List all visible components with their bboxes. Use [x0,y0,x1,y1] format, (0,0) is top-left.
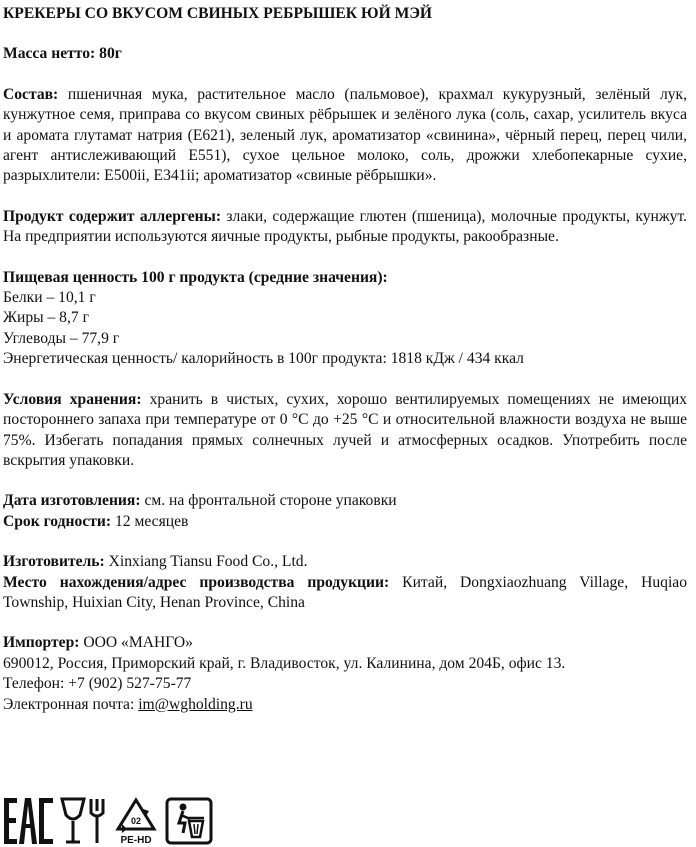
shelf-life-label: Срок годности: [3,512,112,530]
production-address-value: Китай, Dongxiaozhuang Village, Huqiao Township, Huixian City, Henan Province, China [3,573,687,611]
production-address [3,573,687,614]
nutrition-heading-text: Пищевая ценность 100 г продукта (средние значения): [3,268,388,286]
product-title: КРЕКЕРЫ СО ВКУСОМ СВИНЫХ РЕБРЫШЕК ЮЙ МЭЙ [3,5,433,22]
storage-conditions [3,390,687,472]
recycling-label: PE-HD [120,835,152,845]
importer-address: 690012, Россия, Приморский край, г. Владивосток, ул. Калинина, дом 204Б, офис 13. [3,654,566,672]
eac-mark-icon [3,797,55,845]
recycling-pe-hd-icon [113,797,159,845]
allergens-text: злаки, содержащие глютен (пшеница), молочные продукты, кунжут. На предприятии используются яичные продукты, рыбные продукты, ракообразные. [3,207,687,246]
allergens [3,207,687,248]
nutrition-energy: Энергетическая ценность/ калорийность в 100г продукта: 1818 кДж / 434 ккал [3,350,524,368]
manufacturer-label: Изготовитель: [3,553,105,571]
composition-label: Состав: [3,85,59,103]
importer-name: ООО «МАНГО» [83,634,193,652]
storage-text: хранить в чистых, сухих, хорошо вентилируемых помещениях не имеющих постороннего запаха при температуре от 0 °C до +25 °C и относительной влажности воздуха не выше 75%. Избегать попадания прямых солнечных лучей и атмосферных осадков. Употребить после вскрытия упаковки. [3,390,687,469]
storage-label: Условия хранения: [3,390,142,408]
composition [3,85,687,187]
nutrition-protein: Белки – 10,1 г [3,289,96,307]
net-weight [3,44,687,64]
shelf-life [3,512,687,532]
manufacture-date [3,491,687,511]
importer-email-link[interactable]: im@wgholding.ru [138,695,253,713]
net-weight-label: Масса нетто: [3,45,96,63]
importer-phone: Телефон: +7 (902) 527-75-77 [3,675,192,693]
nutrition-fat: Жиры – 8,7 г [3,309,89,327]
importer-email-label: Электронная почта: [3,695,135,713]
importer-label: Импортер: [3,634,80,652]
manufacturer [3,552,687,572]
nutrition-carbs: Углеводы – 77,9 г [3,329,120,347]
composition-text: пшеничная мука, растительное масло (пальмовое), крахмал кукурузный, зелёный лук, кунжутное семя, приправа со вкусом свиных рёбрышек и зелёного лука (соль, сахар, усилитель вкуса и аромата глутамат натрия (E621), зеленый лук, ароматизатор «свинина», чёрный перец, перец чили, агент антислеживающий E551), сухое цельное молоко, соль, дрожжи хлебопекарные сухие, разрыхлители: E500ii, E341ii; ароматизатор «свиные рёбрышки». [3,85,687,185]
label-text [3,4,687,715]
pictograms [3,795,213,845]
manufacturer-value: Xinxiang Tiansu Food Co., Ltd. [108,553,308,571]
glass-fork-icon [59,797,109,845]
tidyman-bin-icon [165,797,213,845]
manufacture-date-label: Дата изготовления: [3,492,141,510]
nutrition-heading [3,268,687,288]
recycling-number: 02 [130,816,142,826]
net-weight-value: 80г [99,45,122,63]
production-address-label: Место нахождения/адрес производства продукции: [3,573,390,591]
allergens-label: Продукт содержит аллергены: [3,207,222,225]
manufacture-date-value: см. на фронтальной стороне упаковки [144,492,397,510]
importer [3,633,687,653]
shelf-life-value: 12 месяцев [115,512,189,530]
importer-email-line [3,695,687,715]
